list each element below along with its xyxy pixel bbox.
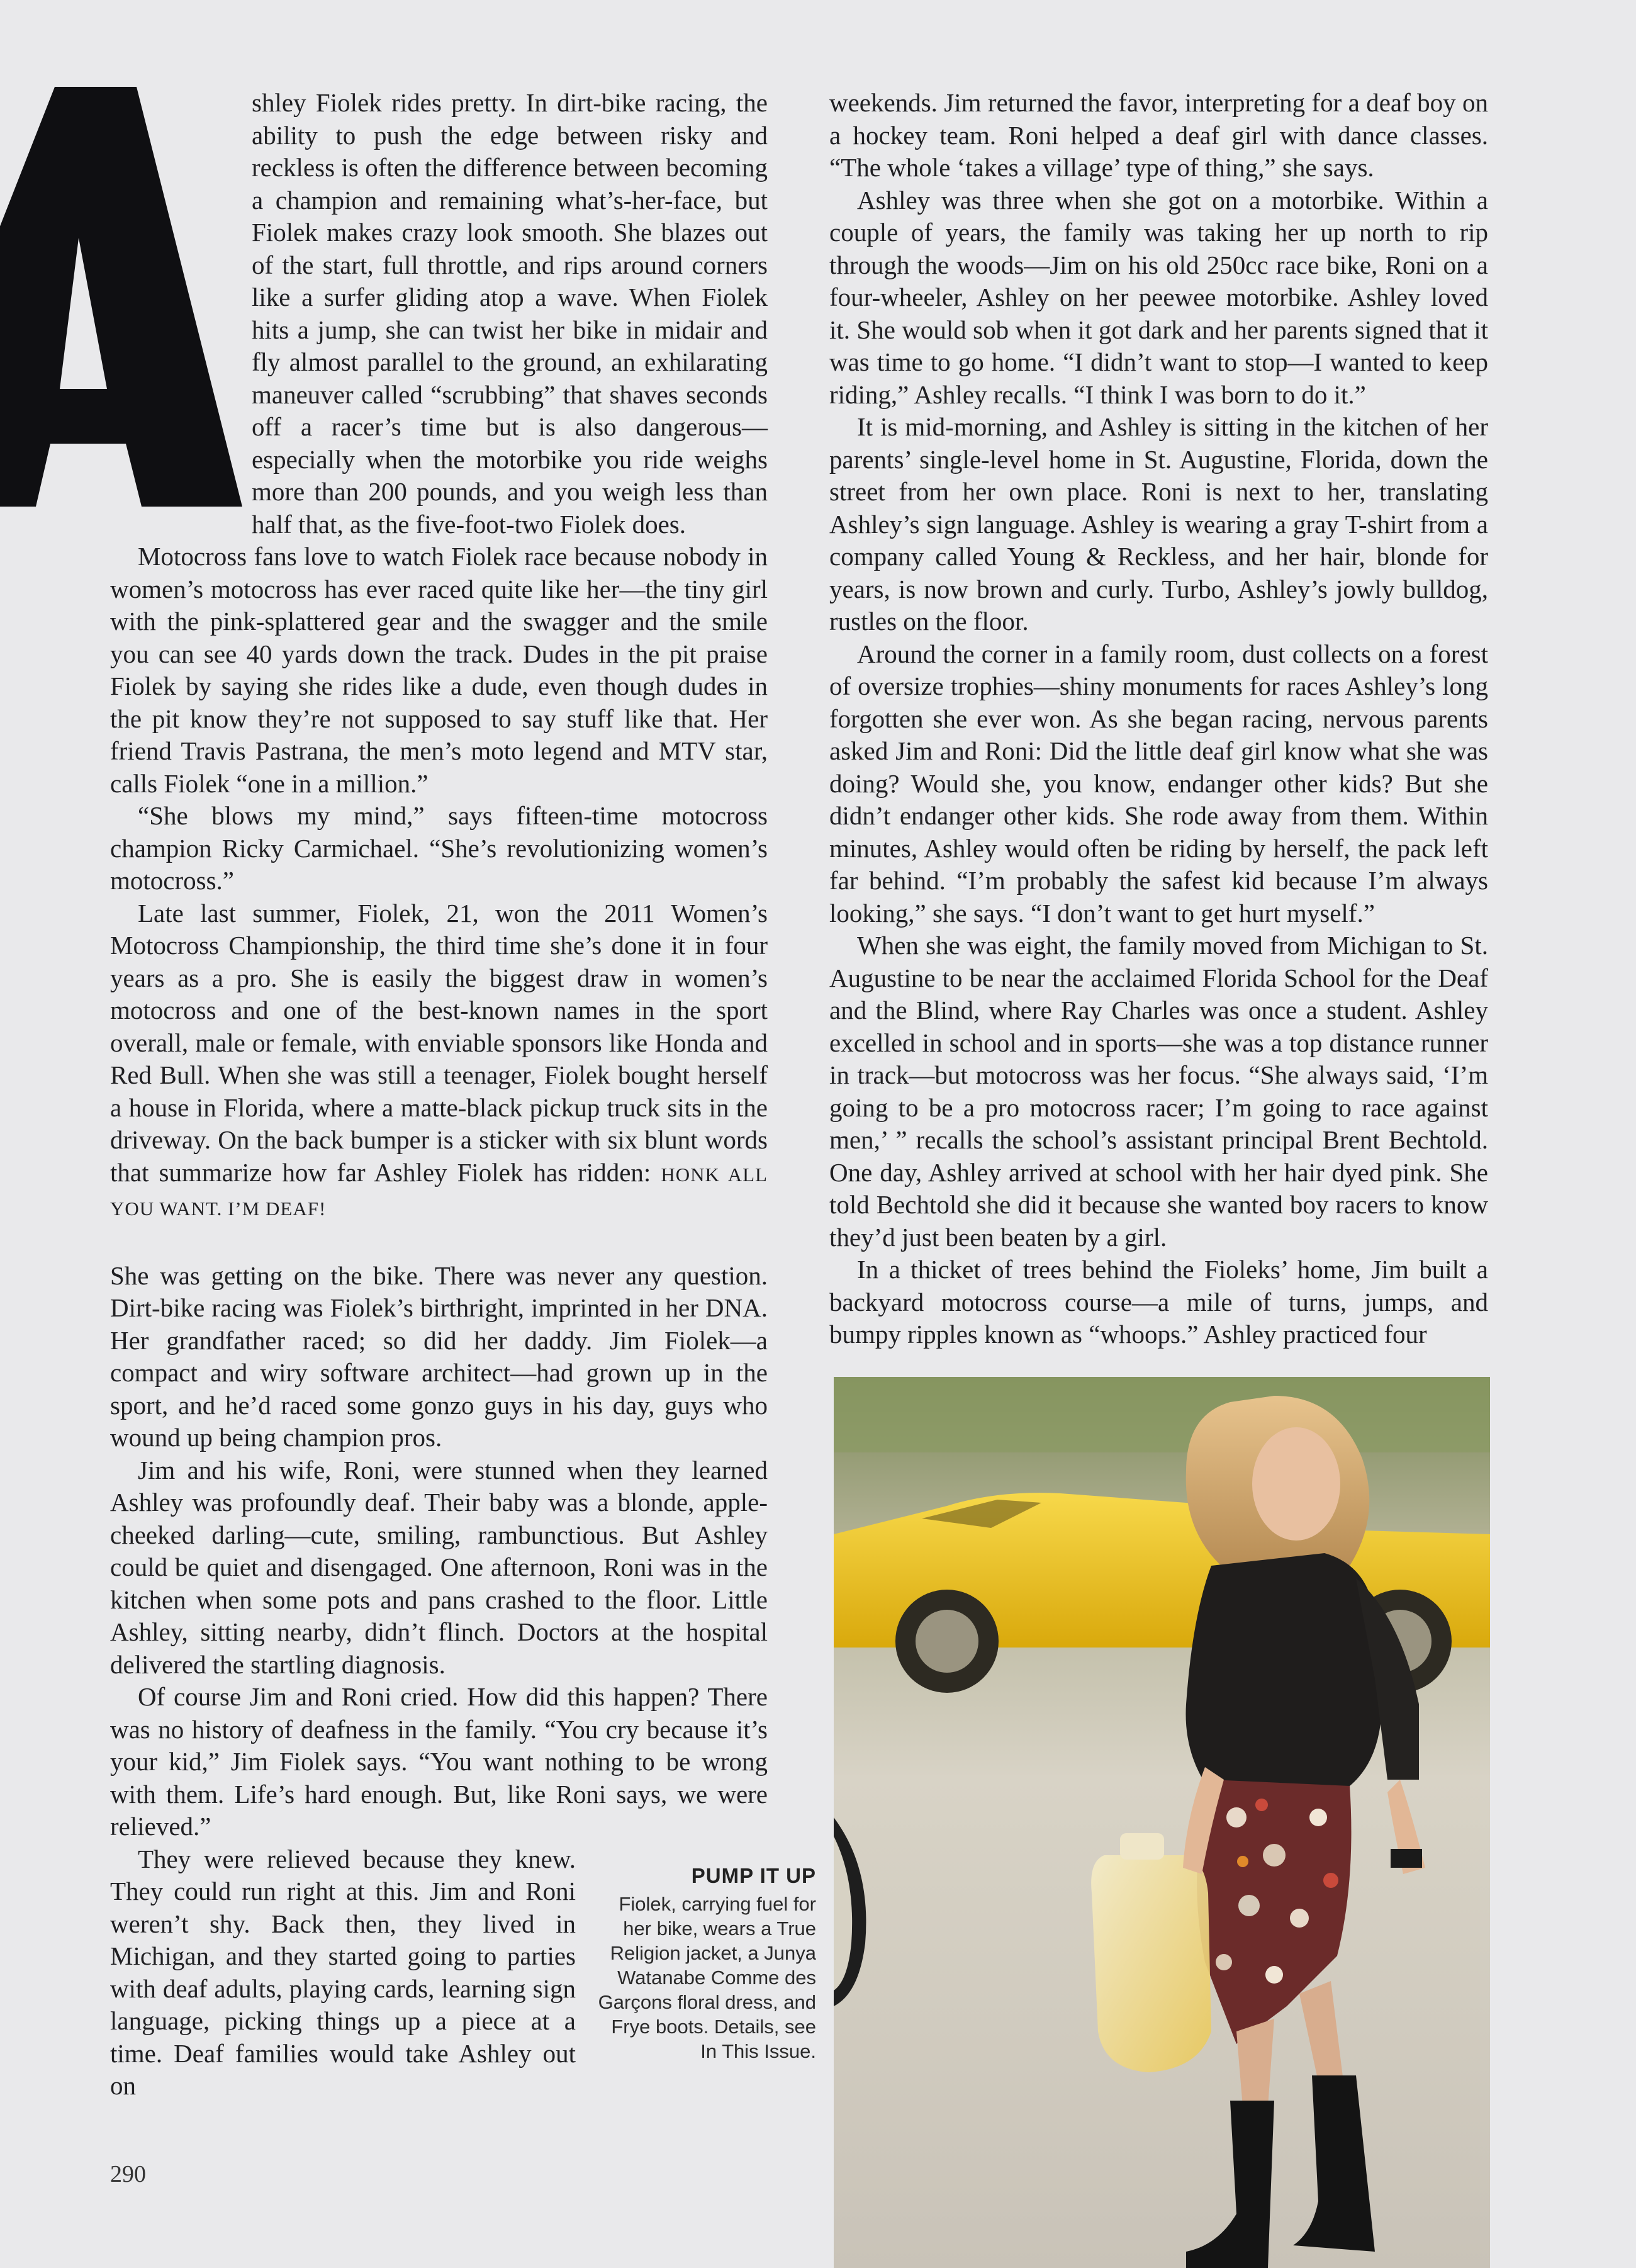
paragraph: They were relieved because they knew. They could run right at this. Jim and Roni weren’t shy. Back then, they lived in Michigan, and they started going to parties with deaf adults, playing cards, learning sign language, picking things up a piece at a time. Deaf families would take Ashley out on bbox=[110, 1844, 576, 2100]
page-number: 290 bbox=[110, 2161, 146, 2187]
drop-cap-a bbox=[0, 87, 245, 515]
paragraph-text: Late last summer, Fiolek, 21, won the 2011 Women’s Motocross Championship, the third time she’s done it in four years as a pro. She is easily the biggest draw in women’s motocross and one of the best-known names in the sport overall, male or female, with enviable sponsors like Honda and Red Bull. When she was still a teenager, Fiolek bought herself a house in Florida, where a matte-black pickup truck sits in the driveway. On the back bumper is a sticker with six blunt words that summarize how far Ashley Fiolek has ridden: bbox=[110, 898, 768, 1187]
article-column-right bbox=[829, 87, 1488, 1351]
photo-illustration bbox=[834, 1377, 1490, 2268]
paragraph: “She blows my mind,” says fifteen-time motocross champion Ricky Carmichael. “She’s revolutionizing women’s motocross.” bbox=[110, 801, 768, 895]
paragraph bbox=[110, 897, 768, 1225]
paragraph: In a thicket of trees behind the Fioleks’ home, Jim built a backyard motocross course—a mile of turns, jumps, and bumpy ripples known as “whoops.” Ashley practiced four bbox=[829, 1255, 1488, 1349]
paragraph: Of course Jim and Roni cried. How did this happen? There was no history of deafness in the family. “You cry because it’s your kid,” Jim Fiolek says. “You want nothing to be wrong with them. Life’s hard enough. But, like Roni says, we were relieved.” bbox=[110, 1682, 768, 1841]
paragraph: When she was eight, the family moved from Michigan to St. Augustine to be near the acclaimed Florida School for the Deaf and the Blind, where Ray Charles was once a student. Ashley excelled in school and in sports—she was a top distance runner in track—but motocross was her focus. “She always said, ‘I’m going to be a pro motocross racer; I’m going to race against men,’ ” recalls the school’s assistant principal Brent Bechtold. One day, Ashley arrived at school with her hair dyed pink. She told Bechtold she did it because she wanted boy racers to know they’d just been beaten by a girl. bbox=[829, 931, 1488, 1252]
drop-cap-glyph bbox=[0, 87, 352, 515]
paragraph: shley Fiolek rides pretty. In dirt-bike racing, the ability to push the edge between risky and reckless is often the difference between becoming a champion and remaining what’s-her-face, but Fiolek makes crazy look smooth. She blazes out of the start, full throttle, and rips around corners like a surfer gliding atop a wave. When Fiolek hits a jump, she can twist her bike in midair and fly almost parallel to the ground, an exhilarating maneuver called “scrubbing” that shaves seconds off a racer’s time but is also dangerous—especially when the motorbike you ride weighs more than 200 pounds, and you weigh less than half that, as the five-foot-two Fiolek does. bbox=[252, 88, 768, 539]
paragraph: Motocross fans love to watch Fiolek race because nobody in women’s motocross has ever raced quite like her—the tiny girl with the pink-splattered gear and the swagger and the smile you can see 40 yards down the track. Dudes in the pit praise Fiolek by saying she rides like a dude, even though dudes in the pit know they’re not supposed to say stuff like that. Her friend Travis Pastrana, the men’s moto legend and MTV star, calls Fiolek “one in a million.” bbox=[110, 542, 768, 798]
paragraph: It is mid-morning, and Ashley is sitting in the kitchen of her parents’ single-level home in St. Augustine, Florida, down the street from her own place. Roni is next to her, translating Ashley’s sign language. Ashley is wearing a gray T-shirt from a company called Young & Reckless, and her hair, blonde for years, is now brown and curly. Turbo, Ashley’s jowly bulldog, rustles on the floor. bbox=[829, 412, 1488, 636]
caption-title: PUMP IT UP bbox=[691, 1864, 816, 1887]
caption-body: Fiolek, carrying fuel for her bike, wears a True Religion jacket, a Junya Watanabe Comme des Garçons floral dress, and Frye boots. Details, see In This Issue. bbox=[598, 1893, 816, 2062]
paragraph: Ashley was three when she got on a motorbike. Within a couple of years, the family was taking her up north to rip through the woods—Jim on his old 250cc race bike, Roni on a four-wheeler, Ashley on her peewee motorbike. Ashley loved it. She would sob when it got dark and her parents signed that it was time to go home. “I didn’t want to stop—I wanted to keep riding,” Ashley recalls. “I think I was born to do it.” bbox=[829, 185, 1488, 409]
article-photo bbox=[834, 1377, 1490, 2268]
paragraph: Around the corner in a family room, dust collects on a forest of oversize trophies—shiny monuments for races Ashley’s long forgotten she ever won. As she began racing, nervous parents asked Jim and Roni: Did the little deaf girl know what she was doing? Would she, you know, endanger other kids? But she didn’t endanger other kids. She rode away from them. Within minutes, Ashley would often be riding by herself, the pack left far behind. “I’m probably the safest kid because I’m always looking,” she says. “I don’t want to get hurt myself.” bbox=[829, 639, 1488, 928]
photo-caption bbox=[595, 1864, 816, 2063]
article-column-left bbox=[110, 87, 768, 2102]
paragraph: She was getting on the bike. There was never any question. Dirt-bike racing was Fiolek’s birthright, imprinted in her DNA. Her grandfather raced; so did her daddy. Jim Fiolek—a compact and wiry software architect—had grown up in the sport, and he’d raced some gonzo guys in his day, guys who wound up being champion pros. bbox=[110, 1260, 768, 1452]
paragraph: Jim and his wife, Roni, were stunned when they learned Ashley was profoundly deaf. Their baby was a blonde, apple-cheeked darling—cute, smiling, rambunctious. But Ashley could be quiet and disengaged. One afternoon, Roni was in the kitchen when some pots and pans crashed to the floor. Little Ashley, sitting nearby, didn’t flinch. Doctors at the hospital delivered the startling diagnosis. bbox=[110, 1455, 768, 1679]
paragraph: weekends. Jim returned the favor, interpreting for a deaf boy on a hockey team. Roni helped a deaf girl with dance classes. “The whole ‘takes a village’ type of thing,” she says. bbox=[829, 88, 1488, 182]
section-break bbox=[110, 1225, 768, 1260]
bumper-sticker-text: HONK ALL YOU WANT. I’M DEAF! bbox=[110, 1163, 768, 1220]
